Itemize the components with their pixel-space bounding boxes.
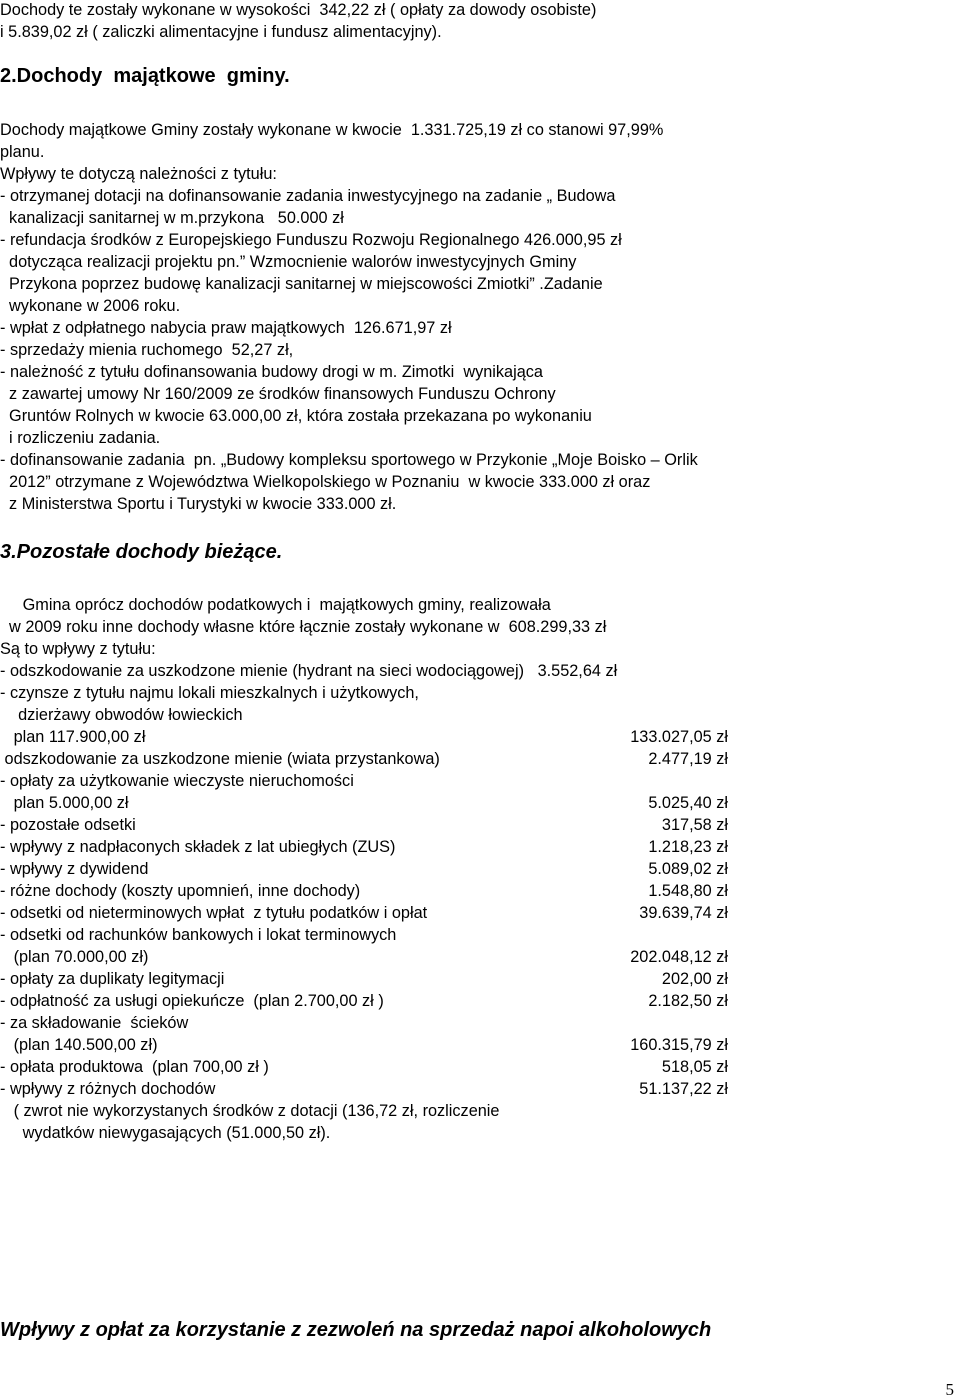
amount-value: 160.315,79 zł	[630, 1036, 728, 1054]
section-heading: 2.Dochody majątkowe gminy.	[0, 65, 290, 87]
text-line: plan 5.000,00 zł	[0, 794, 129, 812]
text-line: z zawartej umowy Nr 160/2009 ze środków finansowych Funduszu Ochrony	[0, 385, 556, 403]
text-line: Dochody te zostały wykonane w wysokości 342,22 zł ( opłaty za dowody osobiste)	[0, 1, 597, 19]
text-line: i rozliczeniu zadania.	[0, 429, 161, 447]
text-line: - opłata produktowa (plan 700,00 zł )	[0, 1058, 269, 1076]
text-line: - refundacja środków z Europejskiego Funduszu Rozwoju Regionalnego 426.000,95 zł	[0, 231, 622, 249]
amount-value: 39.639,74 zł	[639, 904, 728, 922]
text-line: - otrzymanej dotacji na dofinansowanie zadania inwestycyjnego na zadanie „ Budowa	[0, 187, 616, 205]
text-line: - różne dochody (koszty upomnień, inne dochody)	[0, 882, 361, 900]
amount-value: 2.182,50 zł	[648, 992, 728, 1010]
text-line: - wpływy z różnych dochodów	[0, 1080, 216, 1098]
text-line: - wpływy z dywidend	[0, 860, 149, 878]
text-line: - odsetki od nieterminowych wpłat z tytułu podatków i opłat	[0, 904, 428, 922]
text-line: - czynsze z tytułu najmu lokali mieszkalnych i użytkowych,	[0, 684, 419, 702]
text-line: dotycząca realizacji projektu pn.” Wzmocnienie walorów inwestycyjnych Gminy	[0, 253, 577, 271]
text-line: - odpłatność za usługi opiekuńcze (plan 2.700,00 zł )	[0, 992, 384, 1010]
text-line: Dochody majątkowe Gminy zostały wykonane w kwocie 1.331.725,19 zł co stanowi 97,99%	[0, 121, 664, 139]
amount-value: 133.027,05 zł	[630, 728, 728, 746]
text-line: - odsetki od rachunków bankowych i lokat terminowych	[0, 926, 397, 944]
text-line: - wpływy z nadpłaconych składek z lat ubiegłych (ZUS)	[0, 838, 396, 856]
text-line: kanalizacji sanitarnej w m.przykona 50.000 zł	[0, 209, 344, 227]
amount-value: 1.548,80 zł	[648, 882, 728, 900]
text-line: - opłaty za duplikaty legitymacji	[0, 970, 225, 988]
text-line: - dofinansowanie zadania pn. „Budowy kompleksu sportowego w Przykonie „Moje Boisko – Orlik	[0, 451, 698, 469]
page-number: 5	[945, 1380, 954, 1399]
text-line: - należność z tytułu dofinansowania budowy drogi w m. Zimotki wynikająca	[0, 363, 543, 381]
amount-value: 5.089,02 zł	[648, 860, 728, 878]
text-line: Są to wpływy z tytułu:	[0, 640, 156, 658]
text-line: - sprzedaży mienia ruchomego 52,27 zł,	[0, 341, 294, 359]
text-line: w 2009 roku inne dochody własne które łącznie zostały wykonane w 608.299,33 zł	[0, 618, 607, 636]
text-line: - odszkodowanie za uszkodzone mienie (hydrant na sieci wodociągowej) 3.552,64 zł	[0, 662, 618, 680]
text-line: 2012” otrzymane z Województwa Wielkopolskiego w Poznaniu w kwocie 333.000 zł oraz	[0, 473, 651, 491]
amount-value: 2.477,19 zł	[648, 750, 728, 768]
text-line: Gruntów Rolnych w kwocie 63.000,00 zł, która została przekazana po wykonaniu	[0, 407, 592, 425]
text-line: Przykona poprzez budowę kanalizacji sanitarnej w miejscowości Zmiotki” .Zadanie	[0, 275, 603, 293]
section-heading: 3.Pozostałe dochody bieżące.	[0, 541, 283, 563]
amount-value: 5.025,40 zł	[648, 794, 728, 812]
text-line: wydatków niewygasających (51.000,50 zł).	[0, 1124, 331, 1142]
text-line: z Ministerstwa Sportu i Turystyki w kwocie 333.000 zł.	[0, 495, 397, 513]
text-line: Wpływy te dotyczą należności z tytułu:	[0, 165, 277, 183]
section-heading: Wpływy z opłat za korzystanie z zezwoleń na sprzedaż napoi alkoholowych	[0, 1319, 712, 1341]
amount-value: 202.048,12 zł	[630, 948, 728, 966]
amount-value: 518,05 zł	[661, 1058, 728, 1076]
text-line: planu.	[0, 143, 45, 161]
text-line: - opłaty za użytkowanie wieczyste nieruchomości	[0, 772, 354, 790]
text-line: (plan 140.500,00 zł)	[0, 1036, 158, 1054]
text-line: - za składowanie ścieków	[0, 1014, 189, 1032]
text-line: - wpłat z odpłatnego nabycia praw majątkowych 126.671,97 zł	[0, 319, 452, 337]
text-line: - pozostałe odsetki	[0, 816, 136, 834]
text-line: ( zwrot nie wykorzystanych środków z dotacji (136,72 zł, rozliczenie	[0, 1102, 500, 1120]
amount-value: 317,58 zł	[661, 816, 728, 834]
amount-value: 202,00 zł	[661, 970, 728, 988]
text-line: i 5.839,02 zł ( zaliczki alimentacyjne i fundusz alimentacyjny).	[0, 23, 442, 41]
amount-value: 1.218,23 zł	[648, 838, 728, 856]
text-line: Gmina oprócz dochodów podatkowych i majątkowych gminy, realizowała	[0, 596, 551, 614]
text-line: (plan 70.000,00 zł)	[0, 948, 149, 966]
text-line: dzierżawy obwodów łowieckich	[0, 706, 243, 724]
text-line: odszkodowanie za uszkodzone mienie (wiata przystankowa)	[0, 750, 440, 768]
amount-value: 51.137,22 zł	[639, 1080, 728, 1098]
text-line: plan 117.900,00 zł	[0, 728, 146, 746]
text-line: wykonane w 2006 roku.	[0, 297, 181, 315]
